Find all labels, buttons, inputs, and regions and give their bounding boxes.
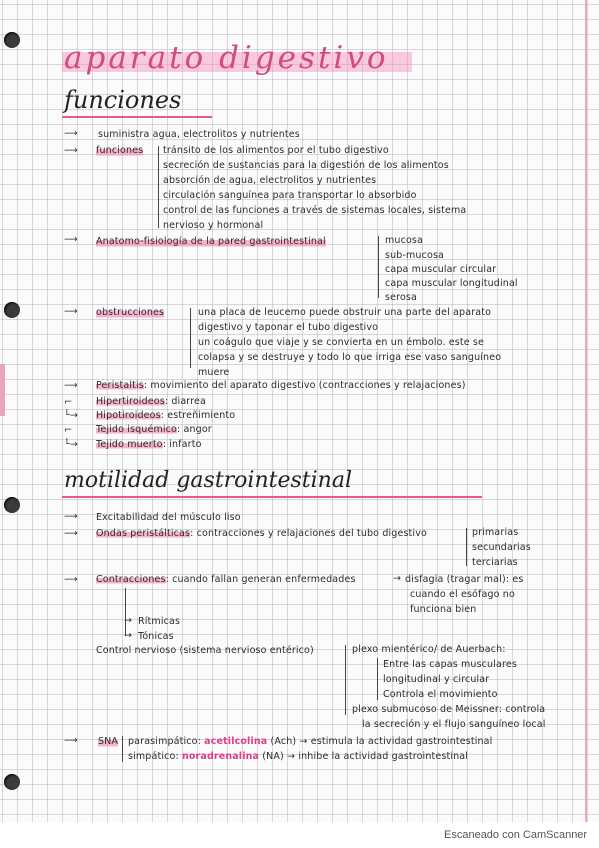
arrow-icon: ⟶ (64, 574, 78, 585)
list-item: tránsito de los alimentos por el tubo digestivo (163, 145, 389, 156)
control-text: (sistema nervioso entérico) (179, 645, 314, 656)
hiper-text: : diarrea (164, 396, 206, 407)
control-line (96, 645, 314, 657)
list-item: colapsa y se destruye y todo lo que irriga ese vaso sanguíneo (198, 352, 502, 363)
acetilcolina: acetilcolina (204, 736, 268, 747)
line-item: suministra agua, electrolitos y nutrientes (98, 129, 300, 140)
binder-hole (4, 497, 20, 513)
ondas-label: Ondas peristálticas (96, 528, 191, 539)
arrow-icon: ⟶ (64, 380, 78, 391)
binder-hole (4, 302, 20, 318)
brace (158, 146, 159, 228)
plexo-mienterico: plexo mientérico/ de Auerbach: (352, 644, 506, 655)
brace (125, 588, 126, 636)
list-item: Entre las capas musculares (383, 659, 517, 670)
plexo-submucoso-cont: la secreción y el flujo sanguíneo local (362, 719, 546, 730)
simpatico-line: simpático: noradrenalina (NA) → inhibe la actividad gastrointestinal (128, 751, 469, 762)
muerto-text: : infarto (162, 439, 202, 450)
simp-label: simpático: (128, 751, 179, 762)
list-item: sub-mucosa (385, 250, 445, 261)
hipo-text: : estreñimiento (160, 410, 236, 421)
sna-label: SNA (98, 736, 119, 747)
page-tab-strip (0, 364, 5, 416)
brace (345, 645, 346, 715)
list-item: absorción de agua, electrolitos y nutrientes (163, 175, 377, 186)
brace (377, 658, 378, 700)
list-item: Controla el movimiento (383, 689, 498, 700)
funciones-label: funciones (96, 145, 144, 156)
scanner-watermark: Escaneado con CamScanner (444, 829, 588, 841)
list-item: serosa (385, 292, 417, 303)
list-item: mucosa (385, 235, 423, 246)
margin-line (585, 0, 587, 822)
plexo-submucoso: plexo submucoso de Meissner: controla (352, 704, 546, 715)
brace (378, 236, 379, 298)
noradrenalina: noradrenalina (181, 751, 260, 762)
contracciones-label: Contracciones (96, 574, 166, 585)
heading-underline (62, 496, 482, 498)
disfagia-text: cuando el esófago no (410, 589, 515, 600)
isquemico-text: : angor (177, 424, 212, 435)
hiper-line (96, 396, 206, 408)
list-item: Tónicas (138, 631, 174, 642)
arrow-icon: → (124, 615, 133, 626)
section-heading-funciones: funciones (64, 86, 182, 114)
corner-arrow-icon: ⌐ (64, 425, 73, 436)
arrow-icon: ⟶ (64, 234, 78, 245)
para-label: parasimpático: (128, 736, 201, 747)
disfagia-text: funciona bien (410, 604, 477, 615)
binder-hole (4, 774, 20, 790)
muerto-label: Tejido muerto (96, 439, 163, 450)
line-item: Excitabilidad del músculo liso (96, 512, 241, 523)
peristaltis-label: Peristaltis (96, 380, 144, 391)
page-title: aparato digestivo (64, 40, 389, 76)
list-item: terciarias (472, 557, 518, 568)
arrow-icon: ⟶ (64, 306, 78, 317)
parasimpatico-line: parasimpático: acetilcolina (Ach) → estimula la actividad gastrointestinal (128, 736, 493, 747)
arrow-icon: ⟶ (64, 145, 78, 156)
heading-underline (62, 116, 212, 118)
para-effect: estimula la actividad gastrointestinal (310, 736, 493, 747)
arrow-icon: ⟶ (64, 511, 78, 522)
list-item: Rítmicas (138, 616, 181, 627)
simp-effect: inhibe la actividad gastrointestinal (298, 751, 469, 762)
binder-hole (4, 32, 20, 48)
list-item: secreción de sustancias para la digestión de los alimentos (163, 160, 449, 171)
brace (122, 736, 123, 762)
muerto-line (96, 439, 202, 451)
list-item: capa muscular circular (385, 264, 497, 275)
arrow-icon: → (124, 630, 133, 641)
control-label: Control nervioso (96, 645, 177, 656)
brace (190, 308, 191, 368)
disfagia-text: disfagia (tragar mal): es (405, 574, 524, 585)
arrow-icon: → (393, 573, 402, 584)
peristaltis-line (96, 380, 466, 392)
hiper-label: Hipertiroideos (96, 396, 165, 407)
contracciones-line (96, 574, 356, 586)
anatomo-label: Anatomo-fisiología de la pared gastrointestinal (96, 236, 326, 247)
isquemico-line (96, 424, 212, 436)
contracciones-text: : cuando fallan generan enfermedades (165, 574, 356, 585)
list-item: capa muscular longitudinal (385, 278, 518, 289)
list-item: un coágulo que viaje y se convierta en un émbolo. este se (198, 337, 484, 348)
list-item: control de las funciones a través de sistemas locales, sistema (163, 205, 467, 216)
hipo-label: Hipotiroideos (96, 410, 161, 421)
brace (466, 528, 467, 566)
list-item: digestivo y taponar el tubo digestivo (198, 322, 379, 333)
isquemico-label: Tejido isquémico (96, 424, 177, 435)
corner-arrow-icon: ⌐ (64, 397, 73, 408)
list-item: primarias (472, 527, 519, 538)
peristaltis-text: : movimiento del aparato digestivo (contracciones y relajaciones) (143, 380, 466, 391)
list-item: circulación sanguínea para transportar lo absorbido (163, 190, 417, 201)
list-item: longitudinal y circular (383, 674, 490, 685)
arrow-icon: └→ (64, 410, 78, 421)
arrow-icon: ⟶ (64, 528, 78, 539)
para-rest: (Ach) (270, 736, 297, 747)
arrow-icon: └→ (64, 439, 78, 450)
hipo-line (96, 410, 235, 422)
arrow-icon: ⟶ (64, 735, 78, 746)
section-heading-motilidad: motilidad gastrointestinal (64, 468, 352, 493)
ondas-text: : contracciones y relajaciones del tubo digestivo (190, 528, 427, 539)
list-item: muere (198, 367, 230, 378)
obstrucciones-label: obstrucciones (96, 307, 165, 318)
simp-rest: (NA) (262, 751, 284, 762)
list-item: nervioso y hormonal (163, 220, 264, 231)
list-item: secundarias (472, 542, 531, 553)
ondas-line (96, 528, 427, 540)
list-item: una placa de leucemo puede obstruir una parte del aparato (198, 307, 492, 318)
arrow-icon: ⟶ (64, 128, 78, 139)
